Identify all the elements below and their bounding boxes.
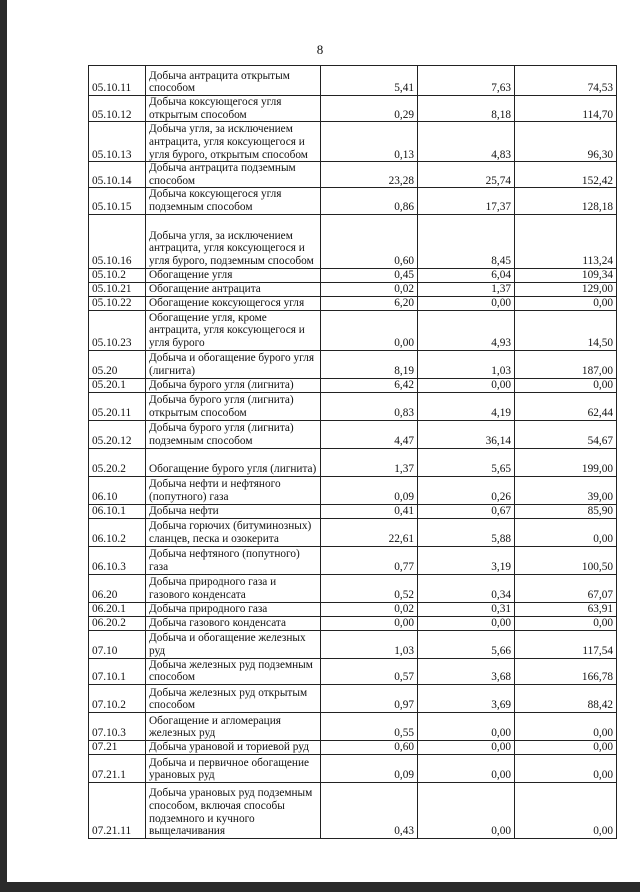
row-name: Добыча природного газа и газового конденсата	[146, 574, 321, 602]
table-row	[89, 602, 617, 616]
row-name: Добыча нефти и нефтяного (попутного) газа	[146, 476, 321, 504]
row-name: Добыча антрацита подземным способом	[146, 162, 321, 188]
row-name: Добыча бурого угля (лигнита)	[146, 378, 321, 392]
table-body	[89, 66, 617, 839]
row-value-1: 6,20	[321, 296, 418, 310]
row-value-1: 5,41	[321, 66, 418, 96]
row-code: 07.21.1	[89, 754, 146, 782]
row-code: 05.10.11	[89, 66, 146, 96]
row-name: Обогащение и агломерация железных руд	[146, 712, 321, 740]
table-row	[89, 392, 617, 420]
row-value-1: 0,77	[321, 546, 418, 574]
row-code: 07.21	[89, 740, 146, 754]
row-code: 05.10.15	[89, 188, 146, 214]
scan-edge-left	[0, 0, 7, 892]
row-value-2: 8,18	[418, 96, 515, 122]
row-value-1: 1,03	[321, 630, 418, 658]
row-code: 06.10.2	[89, 518, 146, 546]
row-name: Добыча коксующегося угля открытым способом	[146, 96, 321, 122]
row-code: 05.10.13	[89, 122, 146, 162]
table-row	[89, 476, 617, 504]
row-name: Добыча угля, за исключением антрацита, угля коксующегося и угля бурого, подземным способом	[146, 214, 321, 268]
row-value-2: 0,00	[418, 378, 515, 392]
table-row	[89, 420, 617, 448]
row-value-3: 0,00	[515, 782, 617, 838]
table-row	[89, 740, 617, 754]
row-name: Добыча железных руд подземным способом	[146, 658, 321, 684]
row-value-3: 129,00	[515, 282, 617, 296]
row-value-1: 0,86	[321, 188, 418, 214]
row-value-1: 0,57	[321, 658, 418, 684]
row-value-2: 0,00	[418, 712, 515, 740]
row-name: Добыча нефтяного (попутного) газа	[146, 546, 321, 574]
table-row	[89, 296, 617, 310]
row-name: Добыча угля, за исключением антрацита, угля коксующегося и угля бурого, открытым способом	[146, 122, 321, 162]
row-value-3: 14,50	[515, 310, 617, 350]
row-value-3: 0,00	[515, 754, 617, 782]
row-value-1: 0,83	[321, 392, 418, 420]
table-row	[89, 350, 617, 378]
row-value-2: 5,88	[418, 518, 515, 546]
row-code: 07.21.11	[89, 782, 146, 838]
row-value-3: 128,18	[515, 188, 617, 214]
row-value-3: 63,91	[515, 602, 617, 616]
row-code: 07.10.3	[89, 712, 146, 740]
row-value-3: 117,54	[515, 630, 617, 658]
table-row	[89, 214, 617, 268]
table-row	[89, 66, 617, 96]
row-code: 05.20.12	[89, 420, 146, 448]
row-value-2: 0,00	[418, 740, 515, 754]
row-value-1: 0,52	[321, 574, 418, 602]
row-value-3: 85,90	[515, 504, 617, 518]
row-value-3: 96,30	[515, 122, 617, 162]
row-value-1: 0,02	[321, 282, 418, 296]
table-row	[89, 448, 617, 476]
row-value-3: 0,00	[515, 378, 617, 392]
data-table	[88, 65, 617, 839]
row-name: Добыча и обогащение бурого угля (лигнита)	[146, 350, 321, 378]
row-code: 06.10	[89, 476, 146, 504]
row-value-1: 0,29	[321, 96, 418, 122]
row-value-3: 39,00	[515, 476, 617, 504]
row-value-1: 0,45	[321, 268, 418, 282]
row-code: 05.20	[89, 350, 146, 378]
row-value-3: 109,34	[515, 268, 617, 282]
table-row	[89, 684, 617, 712]
row-code: 07.10.1	[89, 658, 146, 684]
row-value-2: 17,37	[418, 188, 515, 214]
row-value-3: 187,00	[515, 350, 617, 378]
row-name: Добыча и обогащение железных руд	[146, 630, 321, 658]
row-value-1: 0,43	[321, 782, 418, 838]
row-value-2: 0,00	[418, 616, 515, 630]
row-value-2: 0,00	[418, 782, 515, 838]
table-row	[89, 546, 617, 574]
row-value-1: 0,02	[321, 602, 418, 616]
row-code: 07.10	[89, 630, 146, 658]
row-value-2: 36,14	[418, 420, 515, 448]
row-value-2: 1,03	[418, 350, 515, 378]
row-code: 06.10.1	[89, 504, 146, 518]
row-value-3: 54,67	[515, 420, 617, 448]
row-value-1: 4,47	[321, 420, 418, 448]
row-value-3: 62,44	[515, 392, 617, 420]
row-code: 06.20	[89, 574, 146, 602]
table-row	[89, 754, 617, 782]
row-name: Обогащение коксующегося угля	[146, 296, 321, 310]
row-value-1: 0,13	[321, 122, 418, 162]
row-value-2: 7,63	[418, 66, 515, 96]
table-row	[89, 310, 617, 350]
row-value-1: 0,09	[321, 754, 418, 782]
row-name: Добыча антрацита открытым способом	[146, 66, 321, 96]
table-row	[89, 282, 617, 296]
row-value-1: 0,60	[321, 740, 418, 754]
row-name: Добыча железных руд открытым способом	[146, 684, 321, 712]
row-name: Обогащение угля, кроме антрацита, угля коксующегося и угля бурого	[146, 310, 321, 350]
row-value-2: 6,04	[418, 268, 515, 282]
page-number: 8	[316, 42, 324, 57]
row-name: Добыча урановых руд подземным способом, включая способы подземного и кучного выщелачивания	[146, 782, 321, 838]
row-value-2: 5,66	[418, 630, 515, 658]
row-code: 05.10.16	[89, 214, 146, 268]
table-row	[89, 122, 617, 162]
row-value-1: 0,41	[321, 504, 418, 518]
row-value-3: 199,00	[515, 448, 617, 476]
row-value-1: 0,00	[321, 310, 418, 350]
row-value-2: 4,93	[418, 310, 515, 350]
row-name: Добыча и первичное обогащение урановых руд	[146, 754, 321, 782]
row-value-2: 5,65	[418, 448, 515, 476]
row-code: 07.10.2	[89, 684, 146, 712]
row-value-2: 25,74	[418, 162, 515, 188]
row-value-3: 0,00	[515, 518, 617, 546]
table-row	[89, 378, 617, 392]
row-value-3: 0,00	[515, 740, 617, 754]
table-row	[89, 268, 617, 282]
table-row	[89, 712, 617, 740]
row-code: 06.20.2	[89, 616, 146, 630]
row-code: 05.10.14	[89, 162, 146, 188]
table-row	[89, 518, 617, 546]
table-row	[89, 574, 617, 602]
row-code: 05.20.11	[89, 392, 146, 420]
row-value-1: 6,42	[321, 378, 418, 392]
row-value-2: 0,00	[418, 754, 515, 782]
row-value-1: 0,55	[321, 712, 418, 740]
row-value-2: 8,45	[418, 214, 515, 268]
table-row	[89, 162, 617, 188]
row-value-3: 0,00	[515, 712, 617, 740]
row-value-1: 0,97	[321, 684, 418, 712]
row-value-2: 3,19	[418, 546, 515, 574]
row-name: Добыча бурого угля (лигнита) подземным способом	[146, 420, 321, 448]
row-name: Добыча нефти	[146, 504, 321, 518]
row-value-2: 0,31	[418, 602, 515, 616]
table-row	[89, 782, 617, 838]
row-name: Добыча горючих (битуминозных) сланцев, песка и озокерита	[146, 518, 321, 546]
row-code: 05.20.2	[89, 448, 146, 476]
row-value-3: 114,70	[515, 96, 617, 122]
row-value-3: 100,50	[515, 546, 617, 574]
table-row	[89, 96, 617, 122]
row-code: 05.10.21	[89, 282, 146, 296]
row-value-2: 3,68	[418, 658, 515, 684]
row-code: 05.20.1	[89, 378, 146, 392]
table-row	[89, 504, 617, 518]
row-value-2: 0,67	[418, 504, 515, 518]
row-code: 06.10.3	[89, 546, 146, 574]
table-row	[89, 630, 617, 658]
row-value-3: 113,24	[515, 214, 617, 268]
row-name: Добыча урановой и ториевой руд	[146, 740, 321, 754]
row-value-2: 4,19	[418, 392, 515, 420]
row-value-2: 0,34	[418, 574, 515, 602]
row-value-3: 74,53	[515, 66, 617, 96]
row-value-1: 0,00	[321, 616, 418, 630]
row-value-2: 1,37	[418, 282, 515, 296]
table-row	[89, 616, 617, 630]
row-name: Добыча коксующегося угля подземным способом	[146, 188, 321, 214]
row-value-1: 8,19	[321, 350, 418, 378]
row-name: Добыча природного газа	[146, 602, 321, 616]
row-value-2: 0,26	[418, 476, 515, 504]
row-code: 05.10.23	[89, 310, 146, 350]
row-value-1: 1,37	[321, 448, 418, 476]
row-name: Обогащение антрацита	[146, 282, 321, 296]
row-value-3: 166,78	[515, 658, 617, 684]
row-value-2: 0,00	[418, 296, 515, 310]
row-value-3: 88,42	[515, 684, 617, 712]
row-code: 06.20.1	[89, 602, 146, 616]
row-code: 05.10.12	[89, 96, 146, 122]
row-value-3: 152,42	[515, 162, 617, 188]
row-value-2: 4,83	[418, 122, 515, 162]
row-value-3: 0,00	[515, 616, 617, 630]
table-row	[89, 658, 617, 684]
row-value-1: 0,09	[321, 476, 418, 504]
row-value-2: 3,69	[418, 684, 515, 712]
row-value-1: 22,61	[321, 518, 418, 546]
row-value-1: 23,28	[321, 162, 418, 188]
row-value-3: 0,00	[515, 296, 617, 310]
table-row	[89, 188, 617, 214]
row-name: Обогащение бурого угля (лигнита)	[146, 448, 321, 476]
scan-edge-bottom	[0, 882, 640, 892]
row-value-1: 0,60	[321, 214, 418, 268]
row-code: 05.10.2	[89, 268, 146, 282]
row-value-3: 67,07	[515, 574, 617, 602]
row-name: Обогащение угля	[146, 268, 321, 282]
row-name: Добыча бурого угля (лигнита) открытым способом	[146, 392, 321, 420]
row-code: 05.10.22	[89, 296, 146, 310]
row-name: Добыча газового конденсата	[146, 616, 321, 630]
